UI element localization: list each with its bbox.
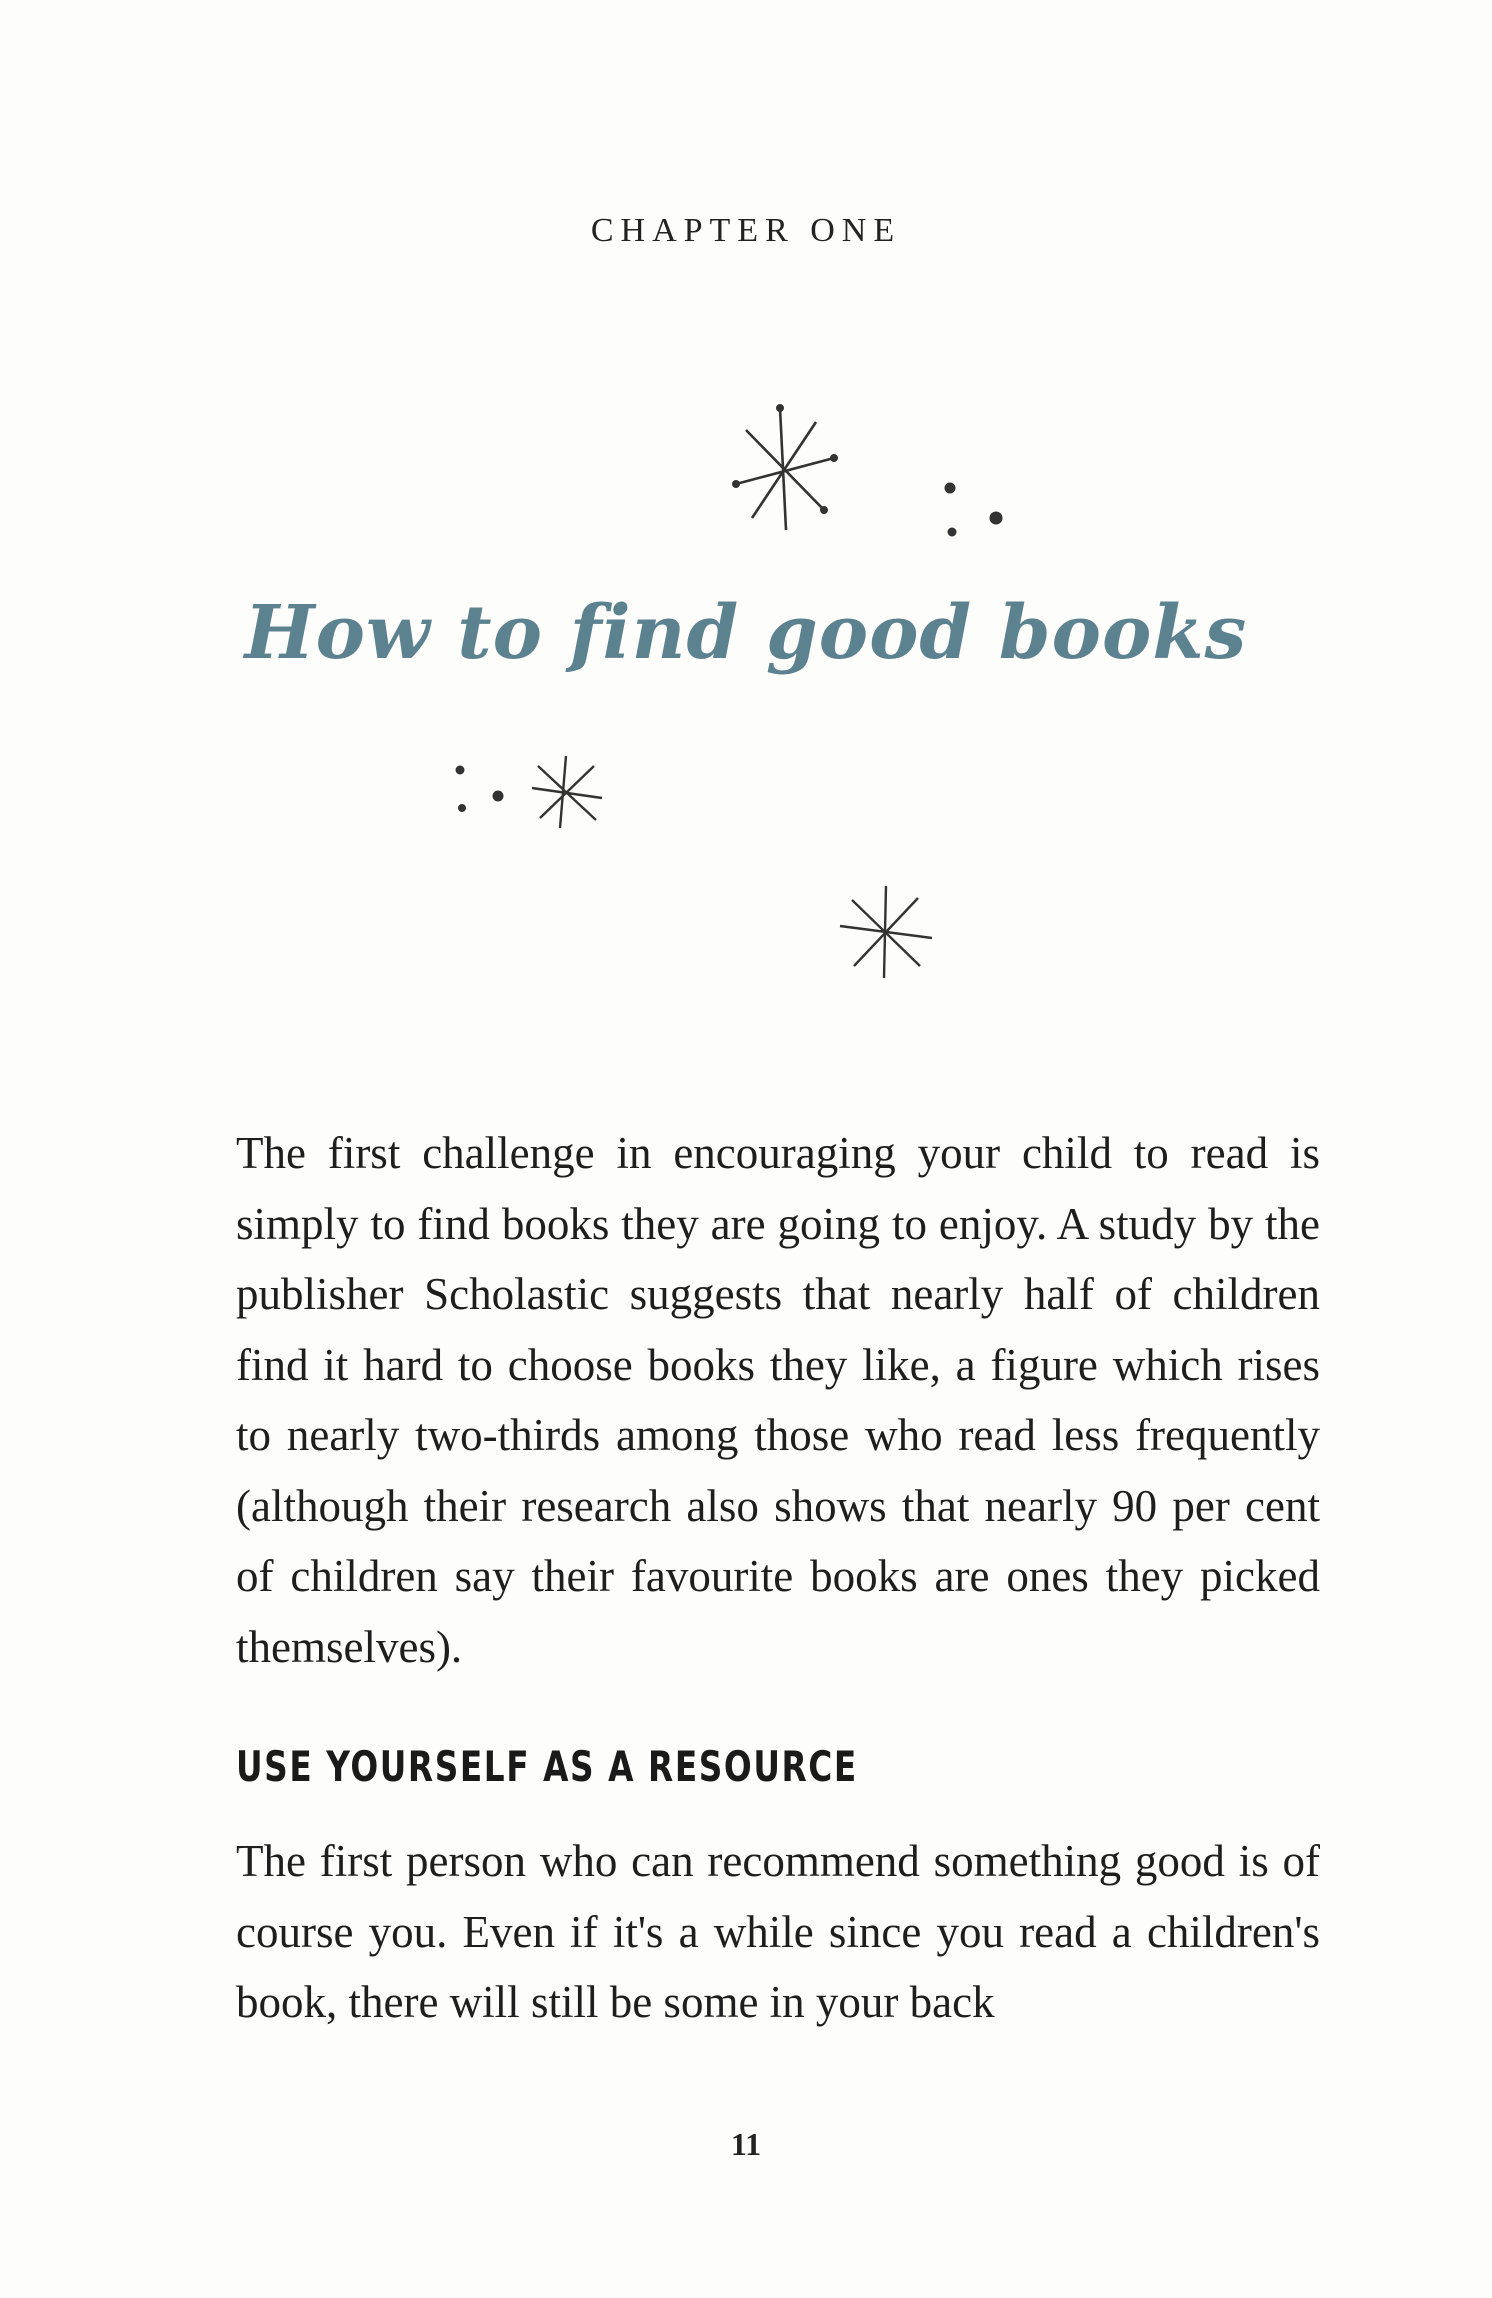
dots-icon [940, 476, 1010, 546]
body-paragraph: The first challenge in encouraging your child to read is simply to find books they are going to enjoy. A study by the publisher Scholastic suggests that nearly half of children find it hard to choose books they like, a figure which rises to nearly two-thirds among those who read less frequently (although their research also shows that nearly 90 per cent of children say their favourite books are ones they picked themselves). [236, 1128, 1320, 1672]
section-subheading: USE YOURSELF AS A RESOURCE [236, 1742, 858, 1791]
asterisk-star-icon [836, 882, 936, 982]
page-number: 11 [730, 2126, 762, 2162]
body-paragraph: The first person who can recommend something good is of course you. Even if it's a while since you read a children's book, there will still be some in your back [236, 1836, 1320, 2027]
chapter-label: CHAPTER ONE [590, 212, 902, 249]
chapter-title: How to find good books [244, 590, 1248, 676]
asterisk-star-icon [526, 752, 606, 832]
asterisk-star-icon [724, 400, 844, 540]
dots-icon [452, 760, 512, 820]
